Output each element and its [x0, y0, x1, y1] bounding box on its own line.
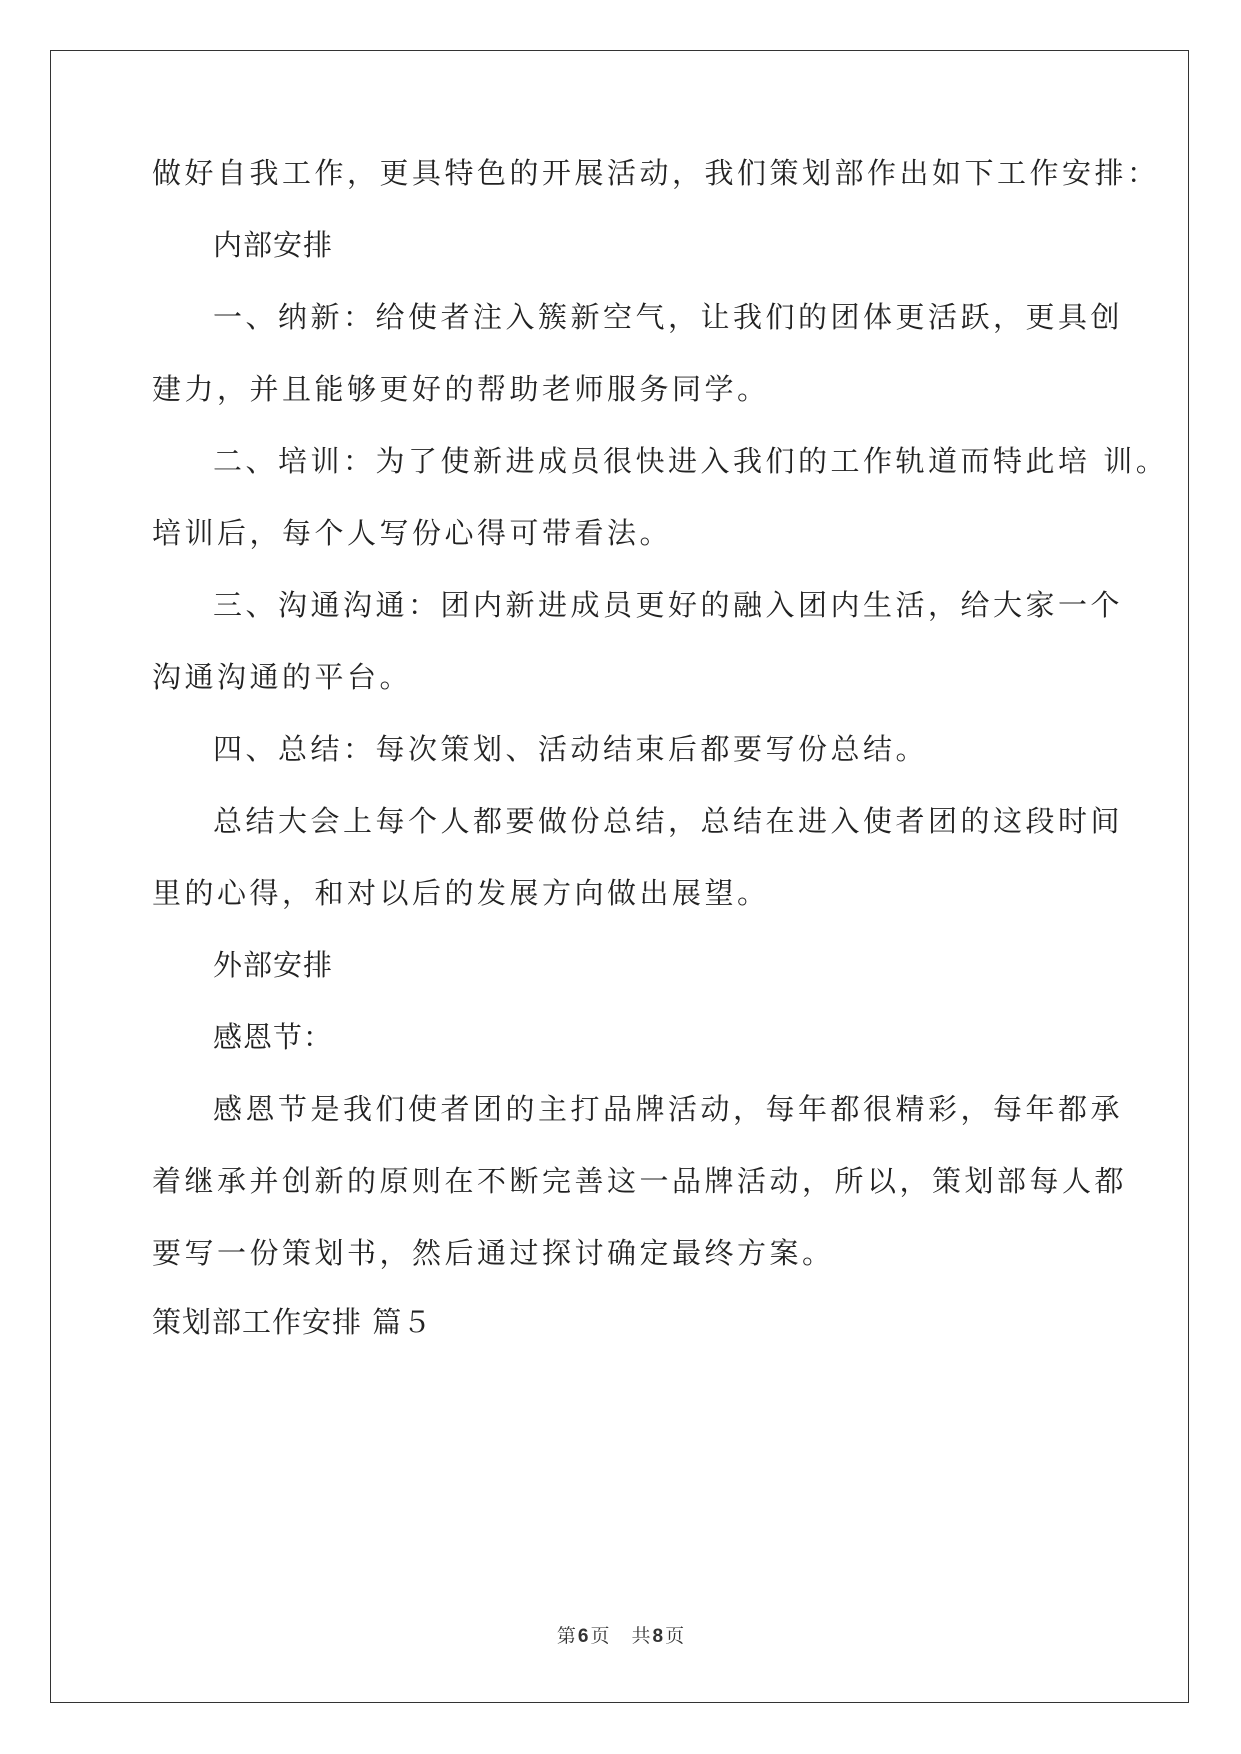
- subheading-thanksgiving: 感恩节：: [213, 1020, 334, 1054]
- page-footer: [0, 1624, 1241, 1649]
- footer-page-suffix: 页: [590, 1625, 610, 1647]
- text-line: 感恩节是我们使者团的主打品牌活动，每年都很精彩，每年都承: [213, 1092, 1124, 1126]
- footer-current-page: 6: [577, 1626, 589, 1647]
- text-line: 沟通沟通的平台。: [152, 660, 413, 694]
- text-line: 总结大会上每个人都要做份总结，总结在进入使者团的这段时间: [213, 804, 1124, 838]
- section-heading-external: 外部安排: [213, 948, 334, 982]
- footer-total-pages: 8: [652, 1626, 664, 1647]
- text-line: 培训后，每个人写份心得可带看法。: [152, 516, 673, 550]
- text-line: 着继承并创新的原则在不断完善这一品牌活动，所以，策划部每人都: [152, 1164, 1128, 1198]
- text-line: 四、总结：每次策划、活动结束后都要写份总结。: [213, 732, 929, 766]
- text-line: 三、沟通沟通：团内新进成员更好的融入团内生活，给大家一个: [213, 588, 1124, 622]
- text-line: 建力，并且能够更好的帮助老师服务同学。: [152, 372, 770, 406]
- footer-page-prefix: 第: [556, 1625, 576, 1647]
- text-line: 要写一份策划书，然后通过探讨确定最终方案。: [152, 1236, 835, 1270]
- text-line: 里的心得，和对以后的发展方向做出展望。: [152, 876, 770, 910]
- article-title: 策划部工作安排 篇５: [152, 1305, 433, 1339]
- text-line: 二、培训：为了使新进成员很快进入我们的工作轨道而特此培 训。: [213, 444, 1169, 478]
- text-line: 做好自我工作，更具特色的开展活动，我们策划部作出如下工作安排：: [152, 156, 1160, 190]
- section-heading-internal: 内部安排: [213, 228, 334, 262]
- footer-total-prefix: 共: [631, 1625, 651, 1647]
- footer-total-suffix: 页: [665, 1625, 685, 1647]
- text-line: 一、纳新：给使者注入簇新空气，让我们的团体更活跃，更具创: [213, 300, 1124, 334]
